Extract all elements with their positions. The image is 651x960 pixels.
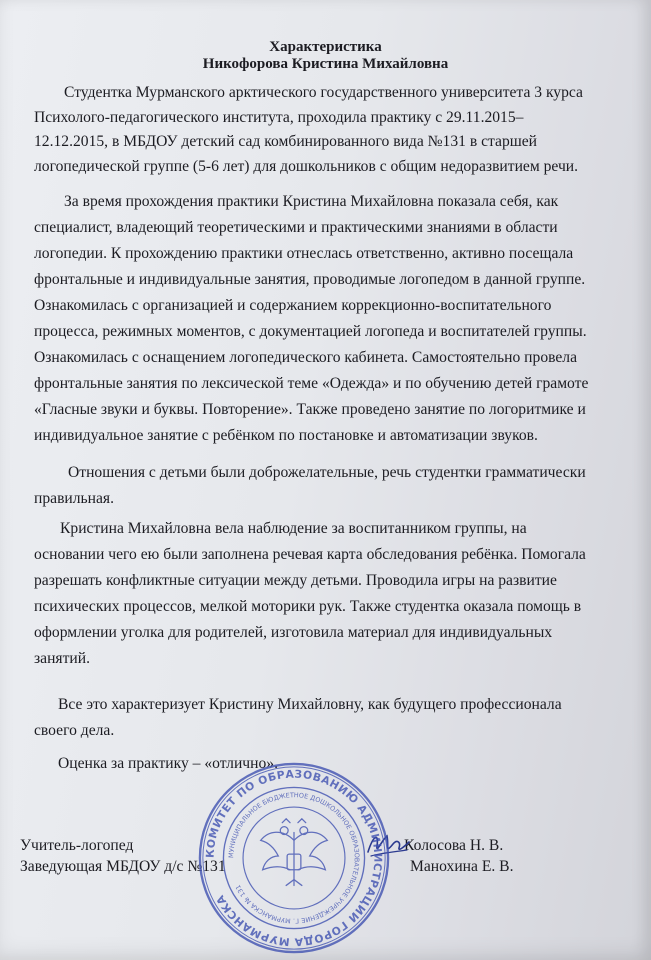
signatory-name-speech-therapist: Колосова Н. В.: [404, 837, 504, 854]
stamp-inner-text: МУНИЦИПАЛЬНОЕ БЮДЖЕТНОЕ ДОШКОЛЬНОЕ ОБРАЗОВАТЕЛЬНОЕ УЧРЕЖДЕНИЕ Г. МУРМАНСКА № 131: [227, 791, 361, 925]
paragraph-1: [34, 81, 634, 179]
text-line: За время прохождения практики Кристина Михайловна показала себя, как: [64, 193, 559, 210]
stamp-outer-text: КОМИТЕТ ПО ОБРАЗОВАНИЮ АДМИНИСТРАЦИИ ГОРОДА МУРМАНСКА: [203, 767, 385, 949]
document-subject-name: Никофорова Кристина Михайловна: [202, 56, 449, 72]
text-line: фронтальные занятия по лексической теме «Одежда» и по обучению детей грамоте: [34, 375, 589, 392]
text-line: разрешать конфликтные ситуации между детьми. Проводила игры на развитие: [34, 572, 557, 589]
text-line: правильная.: [34, 490, 115, 507]
paragraph-3: [34, 460, 634, 512]
signatory-role-head: Заведующая МБДОУ д/с №131: [20, 858, 226, 875]
text-line: Ознакомилась с организацией и содержанием коррекционно-воспитательного: [34, 297, 552, 314]
paragraph-5: [34, 692, 634, 744]
text-line: «Гласные звуки и буквы. Повторение». Также проведено занятие по логоритмике и: [34, 401, 586, 418]
text-line: основании чего ею были заполнена речевая карта обследования ребёнка. Помогала: [34, 546, 586, 563]
text-line: занятий.: [34, 650, 91, 667]
signatory-name-head: Манохина Е. В.: [410, 858, 514, 875]
text-line: Студентка Мурманского арктического государственного университета 3 курса: [64, 84, 583, 101]
document-title: Характеристика: [269, 39, 382, 55]
signatory-role-speech-therapist: Учитель-логопед: [20, 837, 134, 854]
text-line: индивидуальное занятие с ребёнком по постановке и автоматизации звуков.: [34, 427, 538, 444]
text-line: 12.12.2015, в МБДОУ детский сад комбинированного вида №131 в старшей: [34, 133, 538, 150]
text-line: специалист, владеющий теоретическими и практическими знаниями в области: [34, 219, 558, 236]
text-line: оформлении уголка для родителей, изготовила материал для индивидуальных: [34, 624, 553, 641]
text-line: психических процессов, мелкой моторики рук. Также студентка оказала помощь в: [34, 598, 582, 615]
text-line: Все это характеризует Кристину Михайловну, как будущего профессионала: [58, 696, 562, 713]
text-line: Психолого-педагогического института, проходила практику с 29.11.2015–: [34, 108, 524, 126]
grade-line: Оценка за практику – «отлично».: [58, 755, 278, 772]
text-line: логопедии. К прохождению практики отнеслась ответственно, активно посещала: [34, 245, 574, 262]
text-line: своего дела.: [34, 722, 115, 739]
text-line: Кристина Михайловна вела наблюдение за воспитанником группы, на: [60, 520, 527, 537]
paragraph-2: [34, 189, 634, 449]
text-line: Отношения с детьми были доброжелательные, речь студентки грамматически: [68, 464, 586, 481]
paragraph-4: [34, 516, 634, 672]
text-line: фронтальные и индивидуальные занятия, проводимые логопедом в данной группе.: [34, 271, 586, 288]
eagle-emblem-icon: [261, 819, 328, 886]
official-stamp: [196, 760, 392, 956]
text-line: Ознакомилась с оснащением логопедического кабинета. Самостоятельно провела: [34, 349, 578, 366]
text-line: логопедической группе (5-6 лет) для дошкольников с общим недоразвитием речи.: [34, 157, 579, 175]
text-line: процесса, режимных моментов, с документацией логопеда и воспитателей группы.: [34, 323, 587, 340]
